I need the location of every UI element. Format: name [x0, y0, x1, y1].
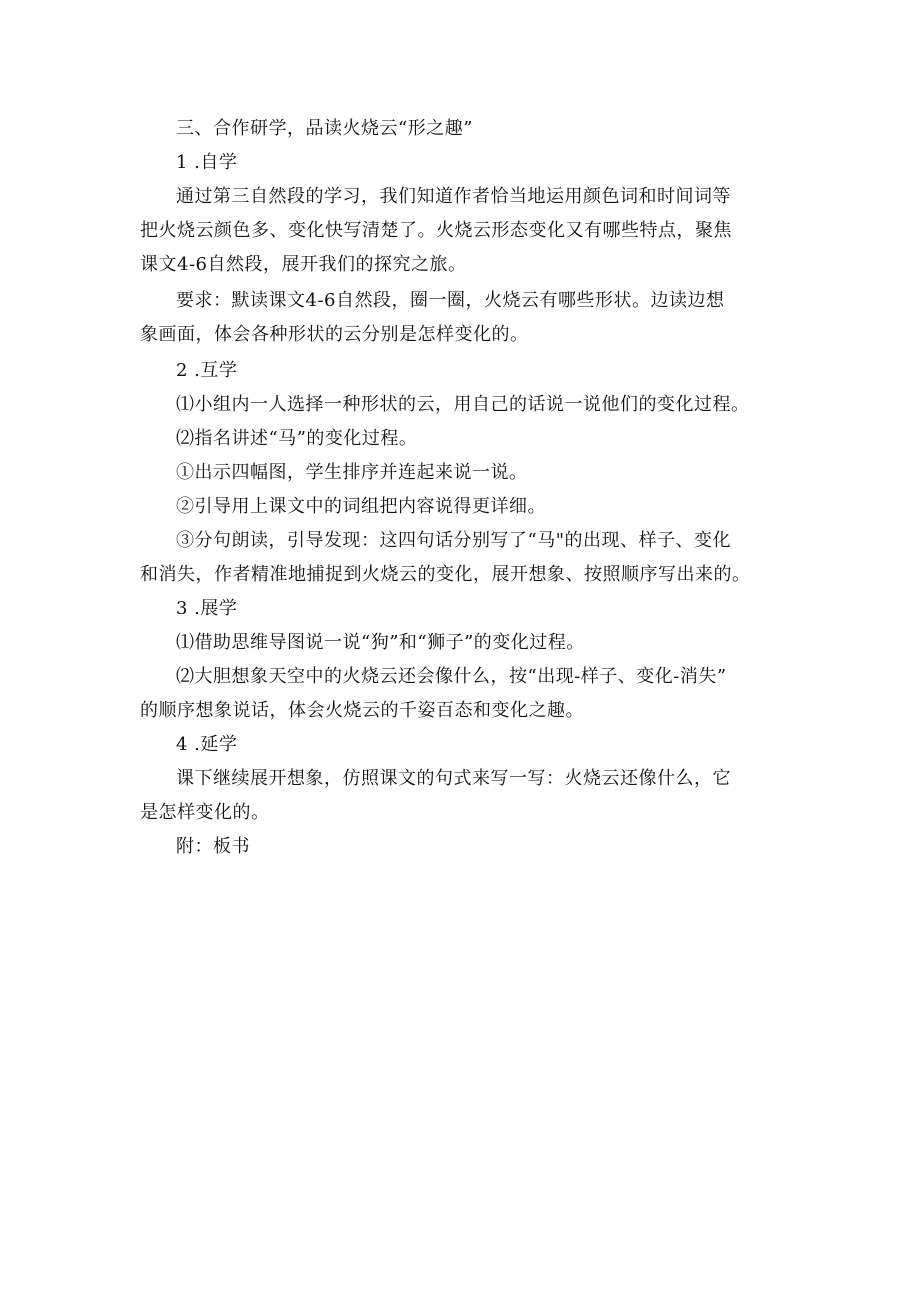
subsection-title-extension: 4 .延学	[176, 734, 238, 755]
list-subitem	[140, 524, 790, 592]
list-subitem: ①出示四幅图，学生排序并连起来说一说。	[176, 462, 528, 483]
subsection-title-peer-study: 2 .互学	[176, 360, 238, 381]
paragraph-line: 是怎样变化的。	[140, 802, 270, 823]
list-item: ⑵指名讲述“马”的变化过程。	[176, 428, 418, 449]
paragraph-line: 的顺序想象说话，体会火烧云的千姿百态和变化之趣。	[140, 700, 584, 721]
list-item: ⑴借助思维导图说一说“狗”和“狮子”的变化过程。	[176, 632, 585, 653]
paragraph-line: 把火烧云颜色多、变化快写清楚了。火烧云形态变化又有哪些特点，聚焦	[140, 220, 732, 241]
paragraph-line: 课下继续展开想象，仿照课文的句式来写一写：火烧云还像什么，它	[176, 768, 731, 789]
paragraph-intro	[140, 180, 790, 282]
list-subitem: ②引导用上课文中的词组把内容说得更详细。	[176, 496, 546, 517]
paragraph-line: 象画面，体会各种形状的云分别是怎样变化的。	[140, 324, 529, 345]
paragraph-line: 通过第三自然段的学习，我们知道作者恰当地运用颜色词和时间词等	[176, 186, 731, 207]
list-item: ⑴小组内一人选择一种形状的云，用自己的话说一说他们的变化过程。	[176, 394, 750, 415]
subsection-title-showcase: 3 .展学	[176, 598, 238, 619]
paragraph-line: ⑵大胆想象天空中的火烧云还会像什么，按“出现-样子、变化-消失”	[176, 666, 727, 687]
document-body	[140, 112, 790, 864]
paragraph-extension	[140, 762, 790, 830]
paragraph-line: 要求：默读课文4-6自然段，圈一圈，火烧云有哪些形状。边读边想	[176, 290, 725, 311]
paragraph-requirement	[140, 284, 790, 352]
paragraph-line: 课文4-6自然段，展开我们的探究之旅。	[140, 254, 467, 275]
list-item	[140, 660, 790, 728]
paragraph-line: ③分句朗读，引导发现：这四句话分别写了“马"的出现、样子、变化	[176, 530, 731, 551]
subsection-title-self-study: 1 .自学	[176, 152, 238, 173]
paragraph-line: 和消失，作者精准地捕捉到火烧云的变化，展开想象、按照顺序写出来的。	[140, 564, 751, 585]
appendix-label: 附：板书	[176, 836, 250, 857]
section-heading: 三、合作研学，品读火烧云“形之趣”	[176, 118, 473, 139]
